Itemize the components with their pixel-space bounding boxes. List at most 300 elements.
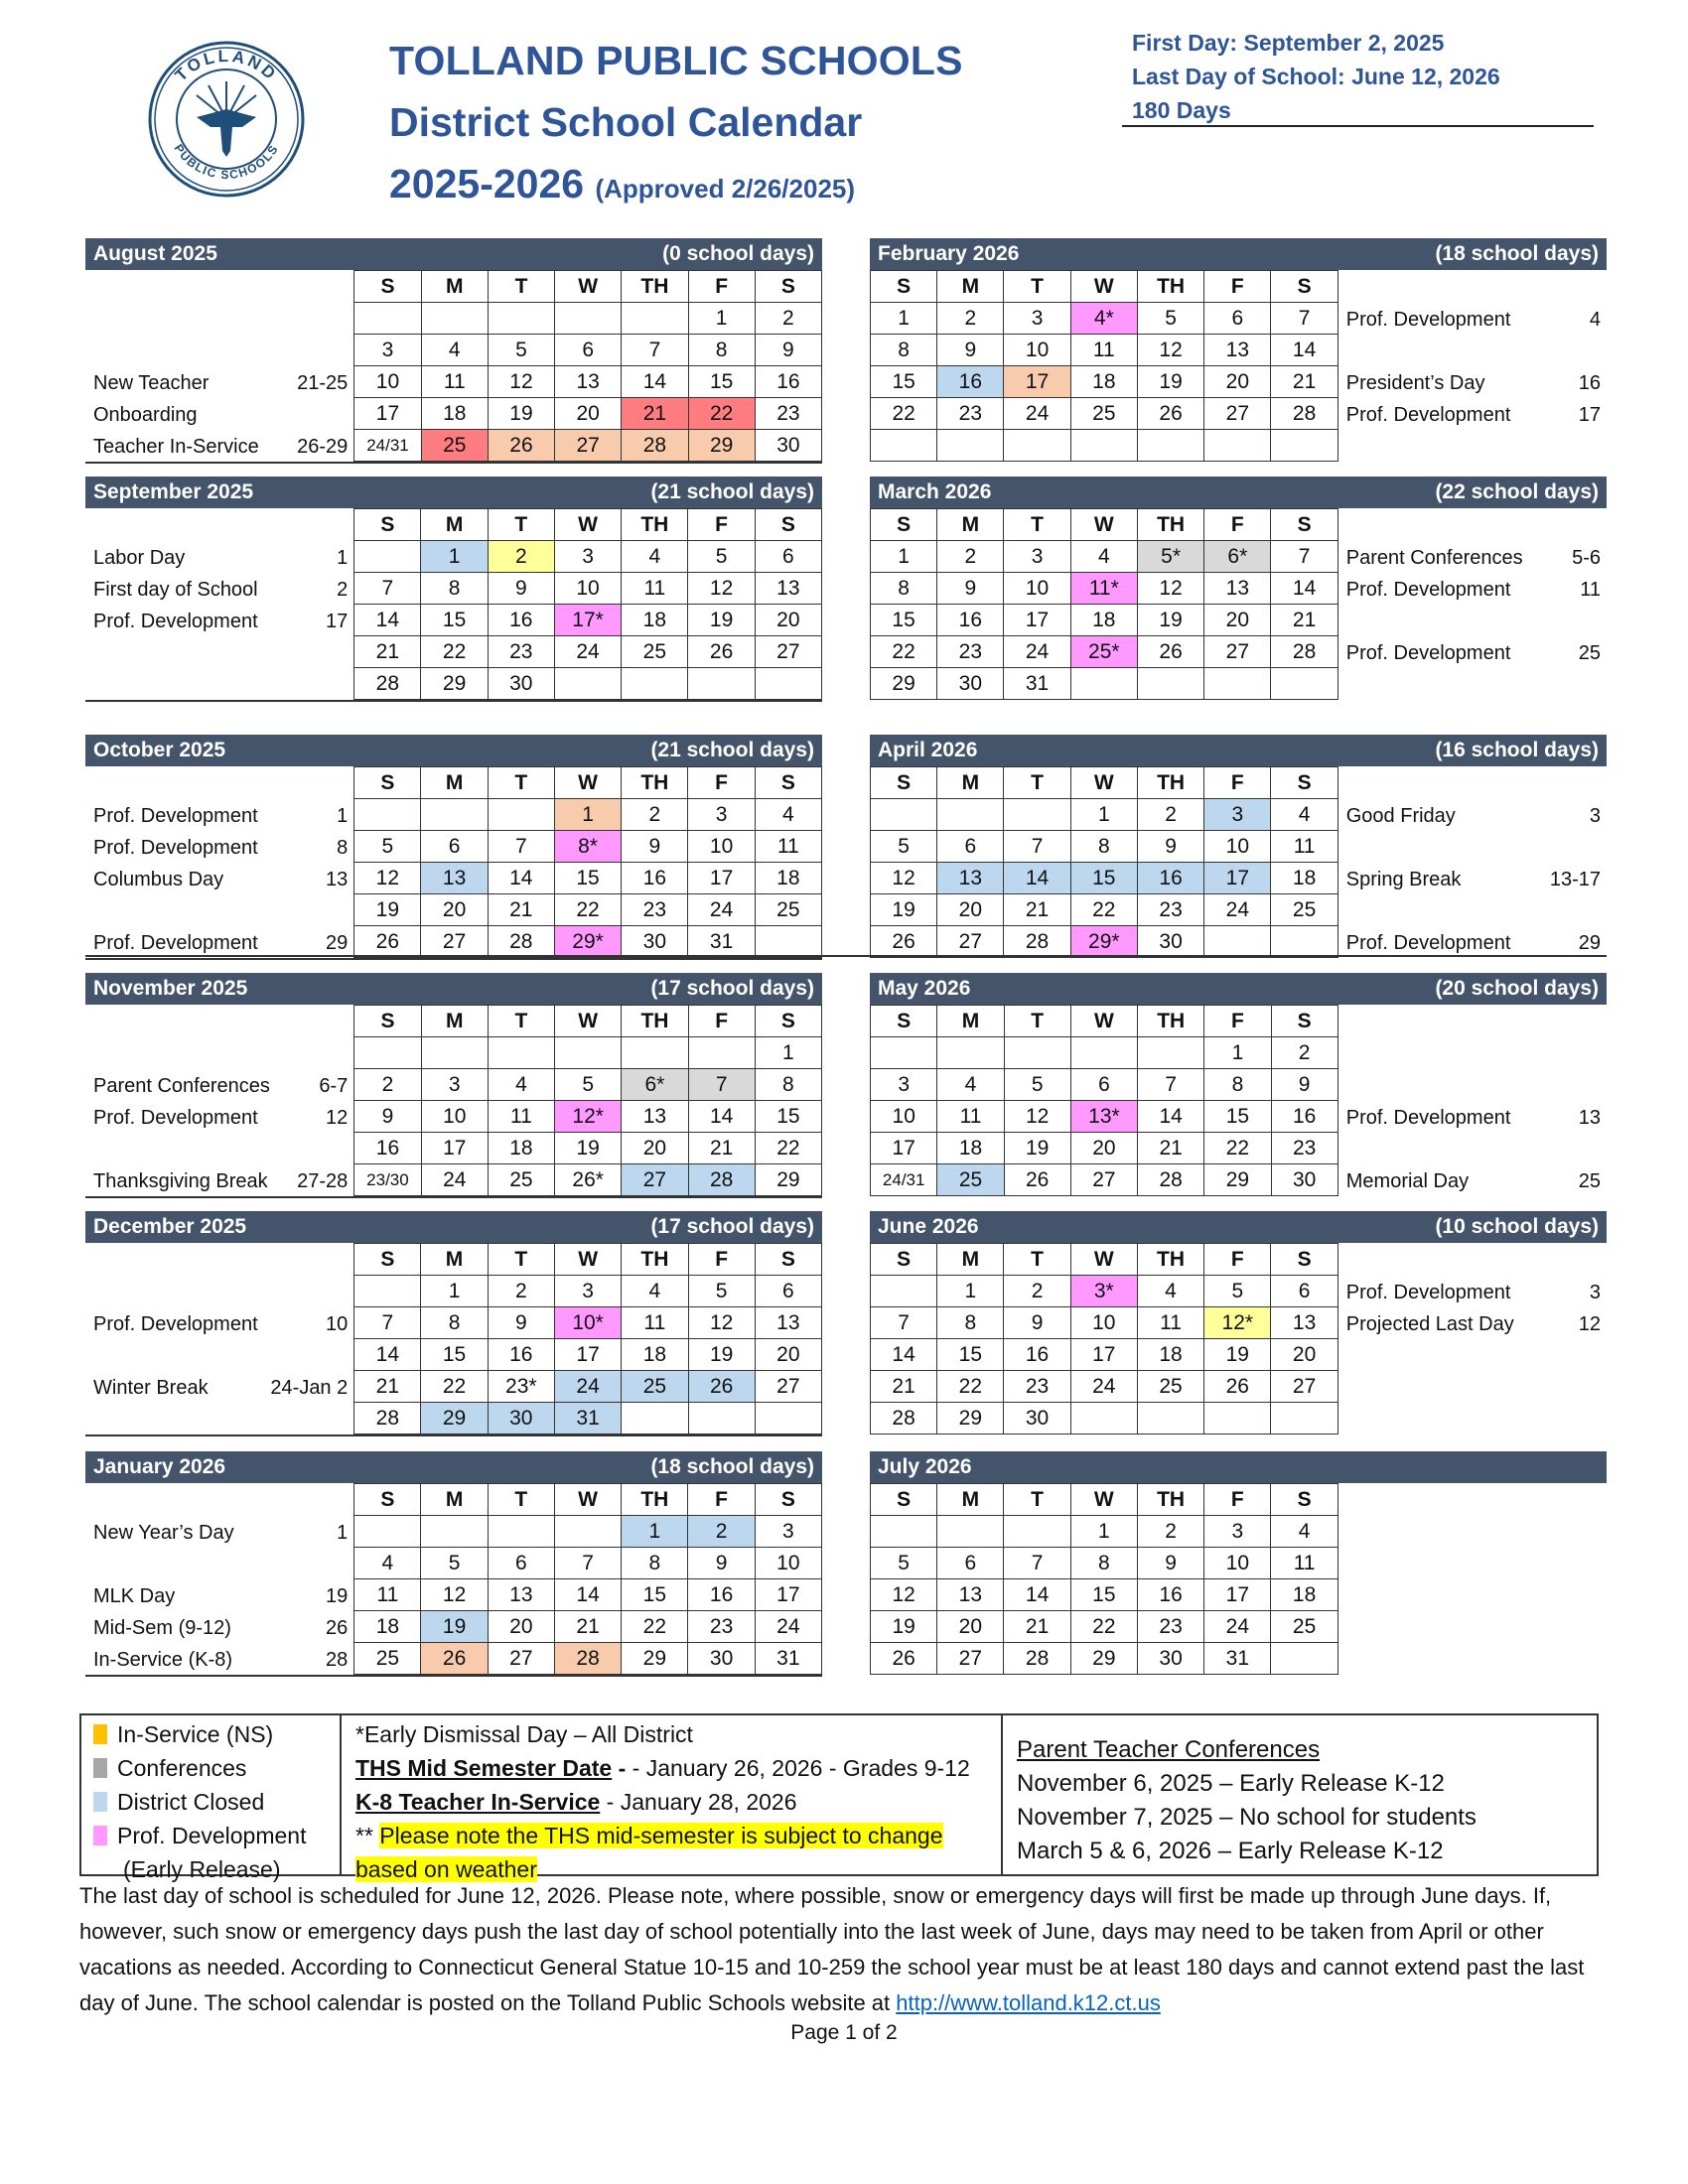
day-cell: 16	[354, 1133, 421, 1164]
day-cell: 13	[555, 366, 622, 398]
event-dates: 27-28	[297, 1170, 349, 1192]
day-cell: 20	[1271, 1339, 1337, 1371]
day-cell: 5	[1204, 1276, 1271, 1307]
day-cell: 4	[622, 1276, 688, 1307]
day-cell: 23	[755, 398, 821, 430]
day-cell: 27	[622, 1164, 688, 1196]
day-cell: 26	[1137, 398, 1203, 430]
month-notes	[1338, 270, 1607, 462]
month-notes	[1338, 508, 1607, 700]
day-cell	[755, 668, 821, 700]
day-cell: 6	[1271, 1276, 1337, 1307]
month-notes	[1338, 1483, 1607, 1675]
day-cell: 24	[1004, 636, 1070, 668]
week-row	[354, 335, 822, 366]
weekday-header: S	[755, 1006, 821, 1037]
day-cell: 27	[937, 1643, 1004, 1675]
month-notes	[85, 270, 353, 462]
day-cell	[1004, 799, 1070, 831]
day-cell: 8	[421, 1307, 488, 1339]
week-row	[354, 1371, 822, 1403]
day-cell: 26	[688, 636, 755, 668]
day-cell: 22	[1204, 1133, 1271, 1164]
weekday-header: F	[1204, 271, 1271, 303]
day-cell: 1	[871, 303, 937, 335]
day-cell: 27	[488, 1643, 554, 1675]
day-cell: 19	[421, 1611, 488, 1643]
day-cell: 15	[871, 366, 937, 398]
day-cell: 9	[1271, 1069, 1337, 1101]
weekday-header: S	[354, 1006, 421, 1037]
day-cell: 21	[554, 1611, 621, 1643]
week-row	[354, 1516, 822, 1548]
weekday-header: F	[688, 1484, 755, 1516]
legend-key-conferences	[93, 1751, 340, 1785]
day-cell: 24	[554, 1371, 621, 1403]
school-days-count: (16 school days)	[1435, 739, 1599, 761]
week-row	[871, 573, 1338, 605]
weekday-header: W	[1070, 1244, 1137, 1276]
day-cell: 15	[937, 1339, 1004, 1371]
day-cell: 21	[622, 398, 688, 430]
day-cell: 10	[354, 366, 421, 398]
week-row	[354, 1101, 822, 1133]
school-days-count: (20 school days)	[1435, 977, 1599, 1000]
event-note	[93, 367, 348, 399]
event-label: Labor Day	[93, 547, 186, 569]
day-cell: 8	[871, 573, 937, 605]
day-cell: 30	[937, 668, 1004, 700]
week-row	[871, 831, 1338, 863]
day-cell: 18	[1271, 863, 1337, 894]
legend-key-in-service	[93, 1717, 340, 1751]
week-row	[354, 1403, 822, 1434]
day-cell	[554, 1516, 621, 1548]
month-november-2025	[85, 973, 822, 1198]
event-dates: 24-Jan 2	[270, 1377, 349, 1399]
legend-key-label: Prof. Development	[117, 1823, 307, 1848]
week-row	[354, 799, 822, 831]
day-cell: 11	[354, 1579, 421, 1611]
day-cell: 29	[421, 1403, 488, 1434]
day-cell: 2	[354, 1069, 421, 1101]
day-cell: 24	[688, 894, 755, 926]
event-label: Columbus Day	[93, 869, 224, 890]
day-cell: 10	[1204, 1548, 1271, 1579]
day-cell: 13	[755, 1307, 821, 1339]
day-cell: 18	[937, 1133, 1004, 1164]
week-row	[354, 1307, 822, 1339]
day-cell: 30	[488, 1403, 554, 1434]
event-label: Prof. Development	[93, 837, 258, 859]
day-cell: 5	[871, 1548, 937, 1579]
school-year	[389, 153, 963, 219]
event-label: Prof. Development	[93, 805, 258, 827]
event-label: MLK Day	[93, 1585, 176, 1607]
month-header	[870, 735, 1607, 766]
day-cell: 9	[488, 573, 554, 605]
weekday-header: F	[1204, 1484, 1271, 1516]
weekday-header: F	[688, 1006, 755, 1037]
ptc-title: Parent Teacher Conferences	[1017, 1736, 1321, 1763]
weekday-header: S	[755, 767, 821, 799]
month-january-2026	[85, 1451, 822, 1677]
day-cell: 14	[554, 1579, 621, 1611]
day-cell	[1204, 1403, 1271, 1434]
weekday-header: TH	[1137, 1484, 1203, 1516]
weekday-header: S	[354, 509, 421, 541]
week-row	[871, 366, 1338, 398]
day-cell: 1	[1204, 1037, 1271, 1069]
website-link[interactable]: http://www.tolland.k12.ct.us	[896, 1990, 1161, 2015]
day-cell: 24	[1204, 894, 1271, 926]
weekday-header: TH	[622, 1244, 688, 1276]
event-dates: 6-7	[319, 1075, 349, 1097]
day-cell: 1	[688, 303, 755, 335]
day-cell: 21	[1004, 894, 1070, 926]
day-cell: 23	[488, 636, 554, 668]
weekday-header: S	[1271, 1484, 1337, 1516]
event-note	[1346, 304, 1601, 336]
day-cell: 25*	[1070, 636, 1137, 668]
day-cell: 14	[354, 605, 421, 636]
day-cell: 10	[421, 1101, 488, 1133]
day-cell: 3	[1004, 541, 1070, 573]
day-cell: 6	[1204, 303, 1271, 335]
weekday-header: T	[1004, 767, 1070, 799]
day-cell: 20	[1070, 1133, 1137, 1164]
day-cell: 27	[755, 636, 821, 668]
day-cell: 20	[1204, 605, 1271, 636]
day-cell: 23	[622, 894, 688, 926]
weekday-header: M	[421, 1006, 488, 1037]
day-cell: 28	[488, 926, 554, 958]
day-cell	[354, 1037, 421, 1069]
day-cell: 26	[688, 1371, 755, 1403]
day-cell: 13	[622, 1101, 688, 1133]
day-cell	[354, 303, 421, 335]
event-label: First day of School	[93, 579, 258, 601]
school-days-count: (18 school days)	[650, 1455, 814, 1478]
day-cell: 9	[937, 335, 1004, 366]
month-grid	[870, 270, 1338, 462]
event-label: Onboarding	[93, 404, 198, 426]
weekday-header: S	[871, 509, 937, 541]
month-may-2026	[870, 973, 1607, 1196]
k8-label: K-8 Teacher In-Service	[355, 1789, 601, 1815]
weekday-header: W	[554, 509, 621, 541]
event-note	[1346, 800, 1601, 832]
day-cell: 16	[622, 863, 688, 894]
month-notes	[85, 766, 353, 958]
day-cell: 25	[622, 636, 688, 668]
day-cell: 1	[755, 1037, 821, 1069]
month-notes	[85, 1005, 353, 1196]
event-dates: 2	[337, 579, 349, 601]
day-cell: 25	[622, 1371, 688, 1403]
event-note	[93, 399, 348, 431]
day-cell: 15	[622, 1579, 688, 1611]
day-cell: 4	[937, 1069, 1004, 1101]
week-row	[354, 1548, 822, 1579]
day-cell	[555, 303, 622, 335]
week-row	[871, 1579, 1338, 1611]
k8-value: - January 28, 2026	[600, 1789, 797, 1815]
day-cell: 21	[1271, 366, 1337, 398]
day-cell	[1004, 1516, 1070, 1548]
weekday-header: F	[1204, 767, 1271, 799]
note-prefix: **	[355, 1823, 380, 1848]
legend-key-prof-development	[93, 1819, 340, 1852]
weekday-header: T	[1004, 271, 1070, 303]
summary-divider	[1122, 125, 1594, 127]
weekday-header: F	[688, 509, 755, 541]
day-cell: 1	[421, 541, 488, 573]
day-cell: 8	[1070, 1548, 1137, 1579]
day-cell	[354, 541, 421, 573]
day-cell: 31	[1204, 1643, 1271, 1675]
weekday-header: M	[937, 767, 1004, 799]
day-cell: 8*	[554, 831, 621, 863]
day-cell	[937, 430, 1004, 462]
event-label: New Year’s Day	[93, 1522, 234, 1544]
week-row	[871, 605, 1338, 636]
page-subtitle: District School Calendar	[389, 99, 863, 145]
day-cell: 23	[688, 1611, 755, 1643]
day-cell: 1	[871, 541, 937, 573]
event-note	[1346, 1277, 1601, 1308]
event-note	[1346, 1102, 1601, 1134]
day-cell: 4	[755, 799, 821, 831]
event-dates: 17	[326, 611, 349, 632]
day-cell: 19	[488, 398, 554, 430]
weekday-header: W	[1070, 767, 1137, 799]
day-cell: 19	[688, 1339, 755, 1371]
day-cell: 23	[1004, 1371, 1070, 1403]
event-dates: 26	[326, 1617, 349, 1639]
day-cell: 13	[421, 863, 488, 894]
month-name: January 2026	[93, 1455, 226, 1478]
month-header	[85, 973, 822, 1005]
day-cell: 18	[1070, 605, 1137, 636]
month-name: September 2025	[93, 480, 254, 503]
day-cell: 21	[1271, 605, 1337, 636]
day-cell: 11	[1070, 335, 1137, 366]
event-label: Prof. Development	[93, 1107, 258, 1129]
month-grid	[870, 1005, 1338, 1196]
day-cell: 18	[622, 605, 688, 636]
legend-key-label: District Closed	[117, 1789, 265, 1815]
event-note	[1346, 399, 1601, 431]
approved-date: (Approved 2/26/2025)	[595, 174, 856, 204]
event-note	[93, 1644, 348, 1676]
conferences-swatch	[93, 1758, 107, 1778]
ptc-line: November 6, 2025 – Early Release K-12	[1017, 1770, 1445, 1797]
day-cell: 14	[688, 1101, 755, 1133]
week-row	[354, 1037, 822, 1069]
month-name: February 2026	[878, 242, 1020, 265]
day-cell: 30	[1271, 1164, 1337, 1196]
school-days-count: (21 school days)	[650, 739, 814, 761]
day-cell: 28	[1004, 1643, 1070, 1675]
day-cell: 2	[1004, 1276, 1070, 1307]
day-cell	[488, 1037, 554, 1069]
month-august-2025	[85, 238, 822, 464]
day-cell: 18	[354, 1611, 421, 1643]
day-cell: 13	[1204, 335, 1271, 366]
footnote-text: The last day of school is scheduled for June 12, 2026. Please note, where possible, snow or emergency days will first be made up through June days. If, however, such snow or emergency days push the last day of school potentially into the last week of June, days may need to be taken from April or other vacations as needed. According to Connecticut General Statue 10-15 and 10-259 the school year must be at least 180 days and cannot extend past the last day of June. The school calendar is posted on the Tolland Public Schools website at	[79, 1883, 1585, 2015]
day-cell	[937, 1037, 1004, 1069]
weekday-header: M	[937, 271, 1004, 303]
day-cell: 16	[1271, 1101, 1337, 1133]
day-cell: 24	[554, 636, 621, 668]
school-year-label: 2025-2026	[389, 161, 585, 206]
day-cell: 3	[1004, 303, 1070, 335]
week-row	[354, 1069, 822, 1101]
week-row	[871, 398, 1338, 430]
event-label: Winter Break	[93, 1377, 209, 1399]
week-row	[354, 1643, 822, 1675]
day-cell: 30	[688, 1643, 755, 1675]
district-logo-seal	[147, 40, 306, 199]
day-cell: 13	[1271, 1307, 1337, 1339]
day-cell: 12	[1004, 1101, 1070, 1133]
week-row	[871, 1516, 1338, 1548]
day-cell: 25	[354, 1643, 421, 1675]
day-cell: 28	[871, 1403, 937, 1434]
day-cell: 28	[554, 1643, 621, 1675]
day-cell: 4	[1137, 1276, 1203, 1307]
first-day: First Day: September 2, 2025	[1132, 30, 1445, 56]
day-cell: 11*	[1070, 573, 1137, 605]
day-cell	[1137, 1403, 1203, 1434]
month-name: October 2025	[93, 739, 226, 761]
day-cell	[871, 1516, 937, 1548]
svg-text:TOLLAND: TOLLAND	[171, 46, 282, 85]
day-cell: 17	[354, 398, 421, 430]
month-grid	[353, 1243, 822, 1434]
day-cell: 3	[554, 1276, 621, 1307]
day-cell	[871, 430, 937, 462]
weather-note	[355, 1819, 1001, 1886]
day-cell: 31	[688, 926, 755, 958]
day-cell: 9	[354, 1101, 421, 1133]
day-cell	[622, 1037, 688, 1069]
day-cell: 19	[688, 605, 755, 636]
month-grid	[353, 270, 822, 462]
weekday-header: S	[755, 1244, 821, 1276]
day-cell: 23*	[488, 1371, 554, 1403]
day-cell: 20	[937, 894, 1004, 926]
month-grid	[353, 766, 822, 958]
week-row	[871, 1069, 1338, 1101]
day-cell	[421, 799, 488, 831]
week-row	[354, 1276, 822, 1307]
year-summary	[1132, 26, 1609, 127]
day-cell: 11	[755, 831, 821, 863]
weekday-header: W	[555, 271, 622, 303]
day-cell: 12	[1137, 335, 1203, 366]
day-cell: 28	[1004, 926, 1070, 958]
day-cell: 8	[871, 335, 937, 366]
event-label: In-Service (K-8)	[93, 1649, 233, 1671]
day-cell: 2	[488, 1276, 554, 1307]
day-cell: 17*	[554, 605, 621, 636]
ptc-line: March 5 & 6, 2026 – Early Release K-12	[1017, 1838, 1444, 1864]
week-row	[354, 1611, 822, 1643]
in-service-swatch	[93, 1724, 107, 1744]
day-cell: 3	[755, 1516, 821, 1548]
week-row	[871, 1611, 1338, 1643]
day-cell: 9	[688, 1548, 755, 1579]
day-cell: 7	[554, 1548, 621, 1579]
day-cell: 18	[622, 1339, 688, 1371]
event-label: Parent Conferences	[1345, 547, 1523, 569]
weather-note-highlight: Please note the THS mid-semester is subject to change based on weather	[355, 1823, 943, 1882]
day-cell: 12	[354, 863, 421, 894]
week-row	[354, 398, 822, 430]
event-label: Mid-Sem (9-12)	[93, 1617, 231, 1639]
day-cell: 23	[1137, 1611, 1203, 1643]
day-cell: 29	[937, 1403, 1004, 1434]
ths-value: - January 26, 2026 - Grades 9-12	[626, 1755, 970, 1781]
day-cell: 10	[755, 1548, 821, 1579]
day-cell	[622, 668, 688, 700]
week-row	[871, 303, 1338, 335]
day-cell: 4	[354, 1548, 421, 1579]
day-cell: 21	[354, 1371, 421, 1403]
week-row	[354, 894, 822, 926]
day-cell: 7	[488, 831, 554, 863]
day-cell: 21	[871, 1371, 937, 1403]
day-cell: 15	[755, 1101, 821, 1133]
day-cell: 20	[555, 398, 622, 430]
day-cell: 3	[354, 335, 421, 366]
day-cell: 6	[937, 831, 1004, 863]
day-cell: 12	[871, 863, 937, 894]
day-cell: 12	[688, 1307, 755, 1339]
event-dates: 11	[1580, 579, 1601, 601]
event-note	[93, 431, 348, 463]
day-cell: 5	[688, 1276, 755, 1307]
early-dismissal-note: *Early Dismissal Day – All District	[355, 1721, 693, 1747]
day-cell: 17	[1070, 1339, 1137, 1371]
month-header	[870, 238, 1607, 270]
month-october-2025	[85, 735, 822, 960]
day-cell: 22	[554, 894, 621, 926]
event-label: Projected Last Day	[1345, 1313, 1514, 1335]
day-cell: 26	[1137, 636, 1203, 668]
day-cell: 16	[1004, 1339, 1070, 1371]
week-row	[871, 668, 1338, 700]
event-dates: 1	[337, 1522, 349, 1544]
day-cell: 8	[755, 1069, 821, 1101]
day-cell: 27	[755, 1371, 821, 1403]
day-cell	[937, 799, 1004, 831]
event-label: Spring Break	[1345, 869, 1462, 890]
event-label: New Teacher	[93, 372, 210, 394]
day-cell: 15	[688, 366, 755, 398]
month-july-2026	[870, 1451, 1607, 1675]
weekday-header: S	[354, 271, 421, 303]
school-days-count: (22 school days)	[1435, 480, 1599, 503]
day-cell: 6	[937, 1548, 1004, 1579]
day-cell: 26	[1204, 1371, 1271, 1403]
event-label: Memorial Day	[1345, 1170, 1470, 1192]
day-cell: 26	[1004, 1164, 1070, 1196]
weekday-header: S	[1271, 271, 1337, 303]
weekday-header: S	[755, 509, 821, 541]
